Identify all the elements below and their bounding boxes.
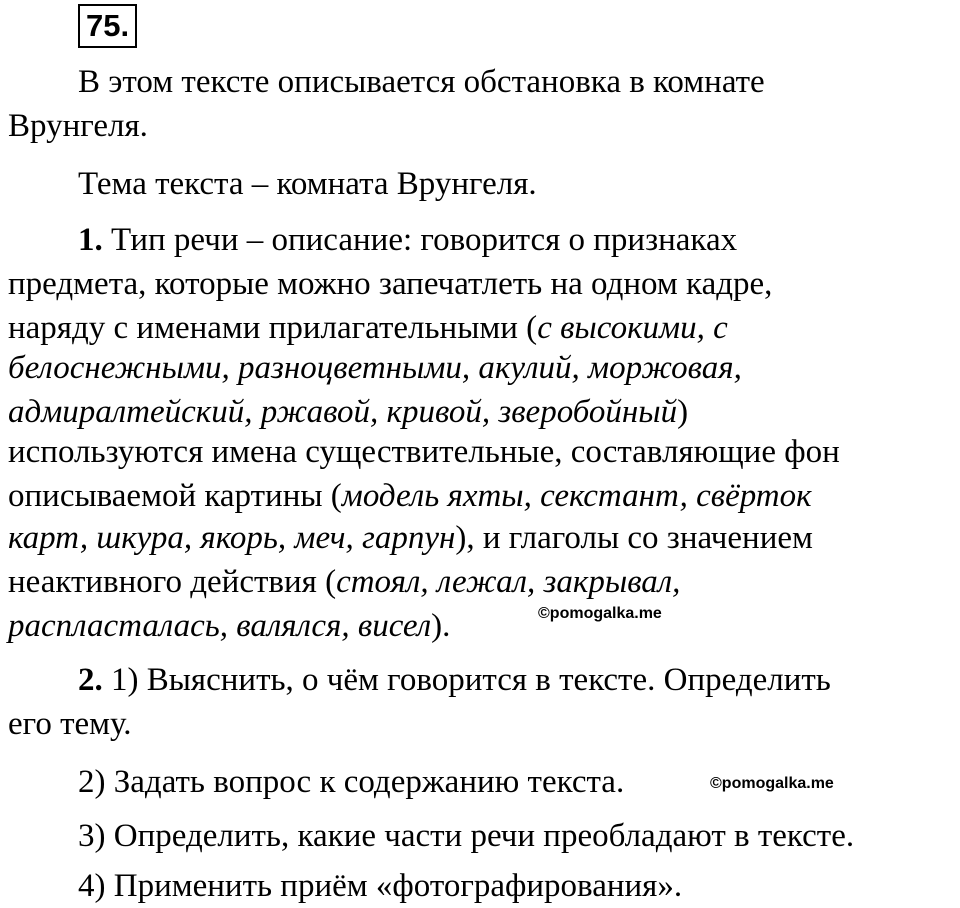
p1-line1: В этом тексте описывается обстановка в комнате — [78, 64, 765, 100]
p3-line5 — [8, 392, 688, 432]
step-2: 2) Задать вопрос к содержанию текста. — [78, 764, 625, 800]
p3-line10 — [8, 606, 450, 646]
p3-line9 — [8, 562, 680, 602]
p3-line7-italic: модель яхты, секстант, свёрток — [341, 478, 812, 514]
topic-line: Тема текста – комната Врунгеля. — [78, 166, 537, 202]
item-number-2: 2. — [78, 662, 103, 698]
item-number-1: 1. — [78, 222, 103, 258]
p3-line8-text: ), и глаголы со значением — [455, 520, 813, 556]
p3-line9-text: неактивного действия ( — [8, 564, 337, 600]
watermark: ©pomogalka.me — [538, 605, 662, 622]
p3-line7-text: описываемой картины ( — [8, 478, 342, 514]
p3-line10-italic: распласталась, валялся, висел — [8, 608, 432, 644]
p4-line1 — [78, 660, 831, 700]
p3-line4 — [8, 348, 742, 388]
p3-line6: используются имена существительные, составляющие фон — [8, 434, 840, 470]
p3-line3 — [8, 308, 728, 348]
watermark: ©pomogalka.me — [710, 775, 834, 792]
p3-line5-italic: адмиралтейский, ржавой, кривой, зверобойный — [8, 394, 678, 430]
p3-line1 — [78, 220, 737, 260]
p3-line3-text: наряду с именами прилагательными ( — [8, 310, 538, 346]
p3-line3-italic: с высокими, с — [537, 310, 728, 346]
p4-line1-text: 1) Выяснить, о чём говорится в тексте. Определить — [102, 662, 831, 698]
step-3: 3) Определить, какие части речи преобладают в тексте. — [78, 818, 855, 854]
step-4: 4) Применить приём «фотографирования». — [78, 868, 683, 904]
p4-line2: его тему. — [8, 706, 132, 742]
p3-line10-text: ). — [431, 608, 451, 644]
p3-line1-text: Тип речи – описание: говорится о признаках — [102, 222, 738, 258]
p3-line8-italic: карт, шкура, якорь, меч, гарпун — [8, 520, 456, 556]
p3-line9-italic: стоял, лежал, закрывал, — [336, 564, 681, 600]
p1-line2: Врунгеля. — [8, 108, 148, 144]
p3-line8 — [8, 518, 813, 558]
p3-line7 — [8, 476, 812, 516]
p3-line4-italic: белоснежными, разноцветными, акулий, моржовая, — [8, 350, 742, 386]
p3-line5-text: ) — [677, 394, 689, 430]
exercise-number: 75. — [78, 4, 137, 48]
p3-line2: предмета, которые можно запечатлеть на одном кадре, — [8, 266, 773, 302]
